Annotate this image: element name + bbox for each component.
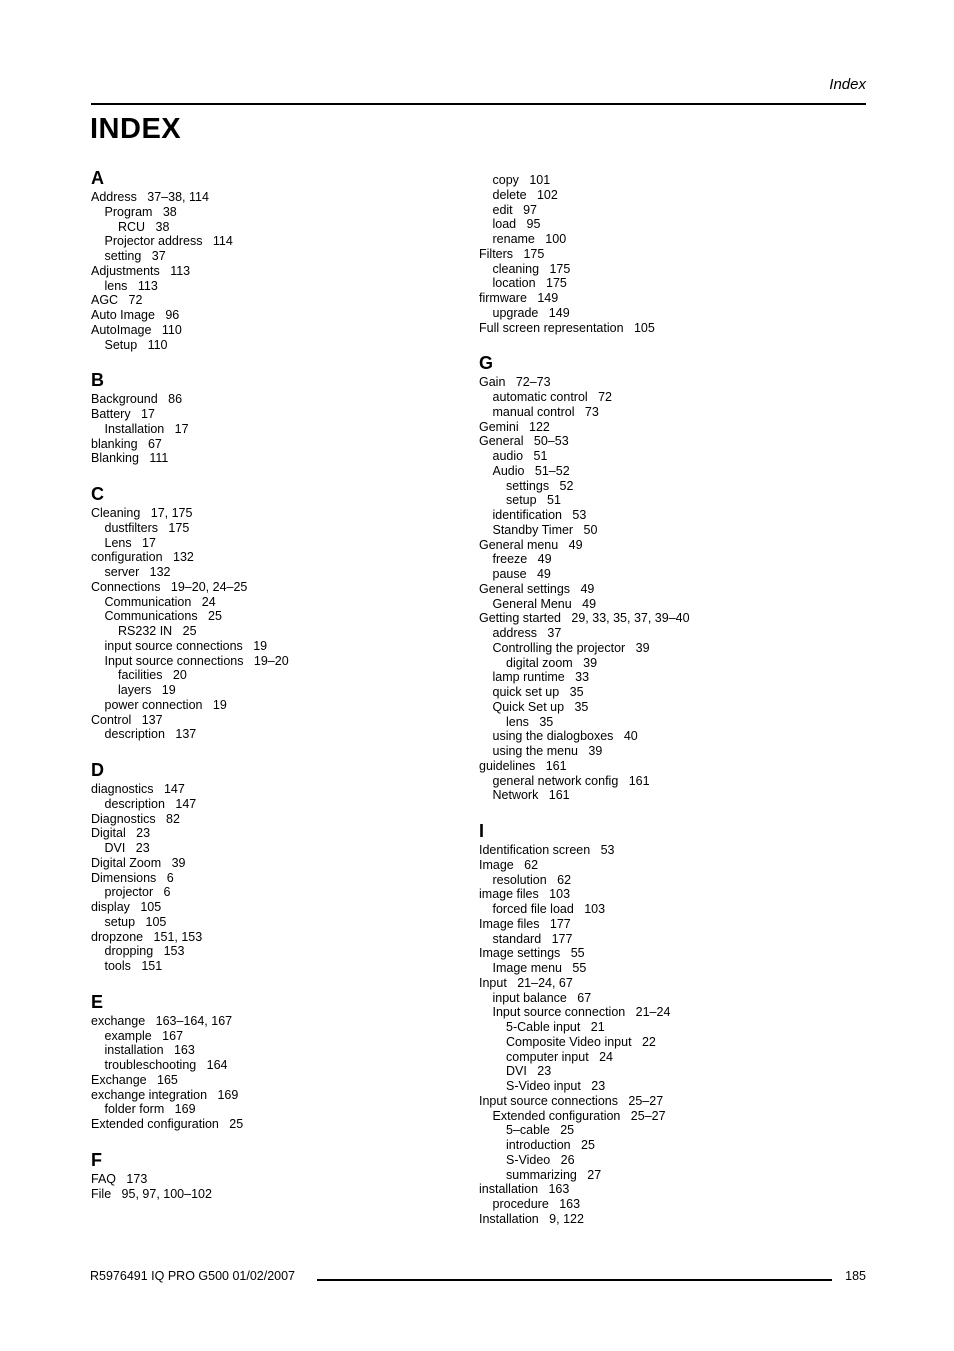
index-entry: upgrade 149 — [492, 305, 570, 320]
index-entry: input balance 67 — [492, 990, 592, 1005]
index-entry: Diagnostics 82 — [91, 811, 180, 826]
section-letter: B — [91, 370, 104, 391]
index-entry: setup 105 — [104, 914, 167, 929]
index-entry: Lens 17 — [104, 535, 156, 550]
index-entry: introduction 25 — [506, 1138, 595, 1152]
index-entry: Address 37–38, 114 — [91, 190, 209, 204]
index-entry: 5-Cable input 21 — [506, 1020, 605, 1034]
section-letter: E — [91, 991, 104, 1012]
index-entry: Gemini 122 — [479, 419, 550, 434]
index-entry: power connection 19 — [104, 697, 227, 712]
index-entry: display 105 — [91, 900, 162, 914]
section-letter: D — [91, 760, 104, 780]
index-entry: example 167 — [104, 1028, 184, 1043]
index-entry: Projector address 114 — [104, 234, 233, 249]
index-entry: Image menu 55 — [492, 961, 587, 975]
index-entry: blanking 67 — [91, 436, 162, 451]
header-label: Index — [829, 76, 866, 93]
index-entry: summarizing 27 — [506, 1167, 602, 1182]
index-entry: dustfilters 175 — [104, 520, 190, 535]
index-entry: Image settings 55 — [479, 946, 585, 961]
index-entry: Exchange 165 — [91, 1072, 178, 1087]
index-entry: Identification screen 53 — [479, 843, 615, 857]
index-entry: Input source connection 21–24 — [492, 1005, 671, 1020]
index-entry: AGC 72 — [91, 293, 143, 308]
index-entry: edit 97 — [492, 202, 537, 217]
index-section — [91, 482, 421, 742]
index-entry: Image 62 — [479, 857, 539, 872]
index-entry: dropping 153 — [104, 944, 185, 959]
index-entry: Background 86 — [91, 392, 183, 407]
index-entry: computer input 24 — [506, 1049, 614, 1064]
index-entry: audio 51 — [492, 449, 548, 463]
page-title: INDEX — [90, 113, 182, 145]
index-column-left — [91, 166, 421, 1201]
index-entry: Installation 9, 122 — [479, 1211, 584, 1226]
index-entry: layers 19 — [118, 683, 176, 697]
section-letter: A — [91, 168, 104, 188]
index-entry: delete 102 — [492, 187, 558, 202]
index-entry: RCU 38 — [118, 219, 170, 234]
index-entry: using the dialogboxes 40 — [492, 729, 638, 744]
index-entry: Composite Video input 22 — [506, 1034, 656, 1049]
index-entry: Dimensions 6 — [91, 870, 174, 885]
index-entry: cleaning 175 — [492, 261, 571, 276]
index-entry: configuration 132 — [91, 550, 194, 565]
index-entry: guidelines 161 — [479, 758, 567, 773]
index-entry: manual control 73 — [492, 404, 599, 419]
index-entry: general network config 161 — [492, 773, 650, 788]
index-entry: resolution 62 — [492, 872, 572, 887]
index-section — [91, 368, 421, 466]
index-entry: location 175 — [492, 276, 567, 291]
index-entry: DVI 23 — [506, 1064, 552, 1079]
page-number: 185 — [845, 1269, 866, 1283]
index-entry: General Menu 49 — [492, 596, 597, 611]
index-section — [479, 819, 809, 1227]
index-entry: Controlling the projector 39 — [492, 640, 650, 655]
index-entry: firmware 149 — [479, 291, 559, 305]
index-entry: pause 49 — [492, 567, 551, 581]
index-entry: automatic control 72 — [492, 390, 613, 404]
index-entry: Audio 51–52 — [492, 463, 570, 478]
index-entry: Image files 177 — [479, 916, 571, 931]
section-letter: C — [91, 484, 104, 504]
index-section — [91, 758, 421, 974]
index-entry: forced file load 103 — [492, 902, 606, 916]
index-entry: General menu 49 — [479, 537, 583, 552]
index-section — [479, 351, 809, 803]
index-entry: Battery 17 — [91, 407, 155, 421]
footer-rule — [317, 1279, 832, 1281]
index-entry: address 37 — [492, 626, 562, 640]
index-section — [91, 1148, 421, 1202]
index-entry: Filters 175 — [479, 246, 545, 261]
index-entry: exchange integration 169 — [91, 1087, 239, 1102]
index-entry: Communications 25 — [104, 609, 222, 624]
index-entry: 5–cable 25 — [506, 1123, 575, 1138]
index-entry: settings 52 — [506, 478, 574, 493]
section-letter: I — [479, 821, 485, 841]
index-entry: installation 163 — [479, 1182, 570, 1197]
index-entry: AutoImage 110 — [91, 322, 182, 337]
index-entry: Blanking 111 — [91, 451, 169, 466]
index-entry: server 132 — [104, 565, 171, 579]
index-entry: Standby Timer 50 — [492, 522, 598, 537]
index-entry: Input source connections 19–20 — [104, 653, 289, 668]
index-entry: using the menu 39 — [492, 744, 603, 758]
index-entry: input source connections 19 — [104, 638, 268, 653]
index-entry: S-Video input 23 — [506, 1079, 606, 1093]
index-section — [91, 990, 421, 1132]
index-section — [91, 166, 421, 352]
index-entry: installation 163 — [104, 1043, 195, 1058]
index-entry: Cleaning 17, 175 — [91, 506, 193, 520]
header-rule — [91, 103, 866, 105]
index-entry: projector 6 — [104, 885, 171, 900]
index-entry: image files 103 — [479, 887, 571, 902]
index-entry: copy 101 — [492, 173, 551, 187]
index-entry: Control 137 — [91, 712, 163, 727]
index-entry: folder form 169 — [104, 1102, 196, 1117]
index-entry: standard 177 — [492, 931, 573, 946]
index-entry: Digital 23 — [91, 826, 151, 841]
index-entry: S-Video 26 — [506, 1152, 575, 1167]
index-entry: Network 161 — [492, 788, 570, 803]
index-entry: identification 53 — [492, 508, 587, 522]
index-entry: description 137 — [104, 727, 197, 742]
index-entry: Installation 17 — [104, 421, 189, 436]
index-entry: Extended configuration 25–27 — [492, 1108, 666, 1123]
index-entry: Adjustments 113 — [91, 263, 191, 278]
index-column-right — [479, 173, 809, 1227]
index-section — [479, 173, 809, 335]
index-entry: lamp runtime 33 — [492, 670, 590, 685]
index-entry: RS232 IN 25 — [118, 624, 197, 638]
index-entry: Digital Zoom 39 — [91, 855, 186, 870]
section-letter: F — [91, 1149, 102, 1170]
index-entry: troubleschooting 164 — [104, 1058, 228, 1072]
index-entry: dropzone 151, 153 — [91, 929, 203, 944]
index-entry: Gain 72–73 — [479, 375, 551, 390]
index-entry: load 95 — [492, 217, 541, 232]
index-entry: lens 35 — [506, 714, 554, 729]
index-entry: freeze 49 — [492, 552, 552, 567]
index-entry: diagnostics 147 — [91, 782, 185, 796]
index-entry: Getting started 29, 33, 35, 37, 39–40 — [479, 611, 690, 626]
index-entry: exchange 163–164, 167 — [91, 1013, 233, 1028]
index-entry: lens 113 — [104, 278, 158, 293]
index-entry: Auto Image 96 — [91, 308, 180, 322]
footer-document-info: R5976491 IQ PRO G500 01/02/2007 — [90, 1269, 296, 1283]
index-entry: description 147 — [104, 796, 197, 811]
index-entry: rename 100 — [492, 232, 567, 246]
index-entry: tools 151 — [104, 959, 163, 973]
section-letter: G — [479, 353, 494, 374]
index-entry: Full screen representation 105 — [479, 320, 655, 335]
index-entry: General settings 49 — [479, 581, 595, 596]
index-entry: Input source connections 25–27 — [479, 1093, 664, 1108]
index-entry: General 50–53 — [479, 434, 569, 449]
index-entry: setup 51 — [506, 493, 561, 508]
index-entry: Quick Set up 35 — [492, 699, 589, 714]
index-entry: Input 21–24, 67 — [479, 975, 573, 990]
index-entry: File 95, 97, 100–102 — [91, 1186, 212, 1201]
index-entry: setting 37 — [104, 249, 166, 263]
index-entry: FAQ 173 — [91, 1171, 148, 1186]
index-entry: digital zoom 39 — [506, 655, 598, 670]
index-entry: Extended configuration 25 — [91, 1117, 244, 1131]
index-entry: Communication 24 — [104, 594, 216, 609]
index-entry: Connections 19–20, 24–25 — [91, 579, 248, 594]
index-entry: DVI 23 — [104, 841, 150, 855]
index-entry: facilities 20 — [118, 668, 187, 683]
index-entry: Setup 110 — [104, 337, 168, 352]
index-entry: Program 38 — [104, 204, 177, 219]
index-entry: procedure 163 — [492, 1197, 581, 1211]
index-entry: quick set up 35 — [492, 685, 584, 699]
